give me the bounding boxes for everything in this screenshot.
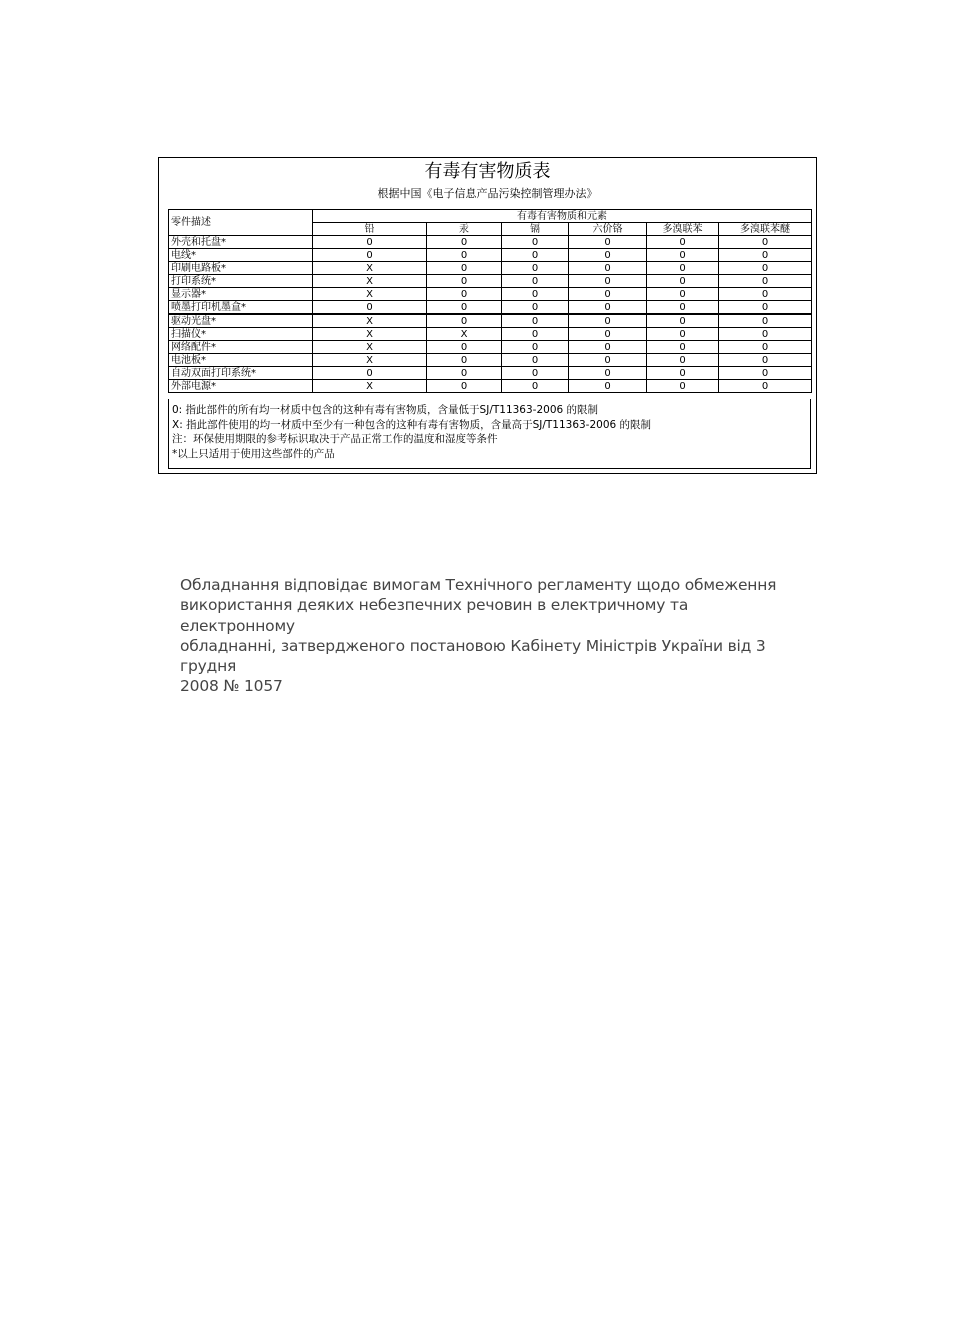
substance-value-cell: 0 (427, 354, 502, 367)
substance-value-cell: 0 (569, 367, 647, 380)
part-name-cell: 外壳和托盘* (169, 236, 313, 249)
substance-value-cell: 0 (719, 288, 812, 301)
table-row (169, 275, 812, 288)
substance-value-cell: X (313, 314, 427, 328)
substance-value-cell: 0 (647, 275, 719, 288)
substance-value-cell: 0 (313, 236, 427, 249)
substance-value-cell: 0 (427, 249, 502, 262)
part-name-cell: 喷墨打印机墨盒* (169, 301, 313, 315)
part-name-cell: 印刷电路板* (169, 262, 313, 275)
substance-header: 铅 (313, 223, 427, 236)
substance-value-cell: 0 (502, 354, 569, 367)
substance-value-cell: 0 (719, 262, 812, 275)
substance-header: 六价铬 (569, 223, 647, 236)
substance-value-cell: 0 (427, 314, 502, 328)
substance-value-cell: 0 (569, 236, 647, 249)
substance-value-cell: 0 (502, 314, 569, 328)
substance-value-cell: 0 (569, 354, 647, 367)
part-name-cell: 扫描仪* (169, 328, 313, 341)
substance-header: 汞 (427, 223, 502, 236)
table-row (169, 380, 812, 393)
table-row (169, 328, 812, 341)
substance-value-cell: 0 (719, 341, 812, 354)
part-name-cell: 自动双面打印系统* (169, 367, 313, 380)
note-line: 0: 指此部件的所有均一材质中包含的这种有毒有害物质，含量低于SJ/T11363-2006 的限制 (172, 404, 599, 416)
substance-value-cell: 0 (719, 367, 812, 380)
substance-value-cell: X (313, 288, 427, 301)
substance-value-cell: 0 (569, 275, 647, 288)
substance-value-cell: 0 (502, 380, 569, 393)
substance-value-cell: 0 (427, 262, 502, 275)
substance-value-cell: 0 (502, 328, 569, 341)
substance-value-cell: 0 (502, 341, 569, 354)
table-row (169, 354, 812, 367)
substance-value-cell: 0 (647, 301, 719, 315)
substance-value-cell: 0 (427, 380, 502, 393)
substance-value-cell: 0 (502, 262, 569, 275)
statement-line: Обладнання відповідає вимогам Технічного регламенту щодо обмеження (180, 576, 777, 594)
substance-value-cell: 0 (719, 275, 812, 288)
note-line: X: 指此部件使用的均一材质中至少有一种包含的这种有毒有害物质，含量高于SJ/T11363-2006 的限制 (172, 418, 652, 431)
substance-value-cell: 0 (647, 288, 719, 301)
statement-line: обладнанні, затвердженого постановою Кабінету Міністрів України від 3 грудня (180, 636, 766, 676)
table-notes (168, 399, 811, 469)
statement-line: 2008 № 1057 (180, 677, 283, 696)
substance-value-cell: 0 (502, 301, 569, 315)
table-subtitle: 根据中国《电子信息产品污染控制管理办法》 (377, 187, 598, 200)
substance-value-cell: 0 (502, 236, 569, 249)
substance-value-cell: 0 (647, 314, 719, 328)
substance-value-cell: 0 (719, 314, 812, 328)
part-name-cell: 电线* (169, 249, 313, 262)
substance-value-cell: 0 (502, 275, 569, 288)
substance-value-cell: 0 (569, 380, 647, 393)
substance-header: 多溴联苯 (647, 223, 719, 236)
substance-value-cell: 0 (719, 249, 812, 262)
substance-value-cell: 0 (569, 288, 647, 301)
substance-value-cell: 0 (647, 249, 719, 262)
substance-value-cell: 0 (427, 367, 502, 380)
table-body (169, 236, 812, 393)
substance-value-cell: X (313, 328, 427, 341)
substance-value-cell: 0 (569, 249, 647, 262)
table-row (169, 262, 812, 275)
table-row (169, 301, 812, 315)
substance-value-cell: 0 (647, 380, 719, 393)
substance-value-cell: 0 (569, 328, 647, 341)
substance-value-cell: 0 (502, 249, 569, 262)
substance-value-cell: 0 (427, 341, 502, 354)
substance-value-cell: 0 (427, 236, 502, 249)
substance-value-cell: 0 (719, 354, 812, 367)
part-name-cell: 显示器* (169, 288, 313, 301)
table-row (169, 288, 812, 301)
substance-value-cell: 0 (569, 301, 647, 315)
substance-value-cell: X (313, 341, 427, 354)
table-title: 有毒有害物质表 (424, 161, 551, 182)
substance-value-cell: 0 (569, 314, 647, 328)
ukrainian-compliance-statement (180, 575, 800, 697)
hazardous-substances-table-frame (158, 157, 817, 474)
part-name-cell: 外部电源* (169, 380, 313, 393)
table-row (169, 314, 812, 328)
substance-value-cell: X (313, 275, 427, 288)
statement-line: використання деяких небезпечних речовин в електричному та електронному (180, 596, 689, 635)
substance-value-cell: 0 (569, 341, 647, 354)
part-description-header: 零件描述 (169, 210, 313, 236)
substance-value-cell: X (313, 380, 427, 393)
substance-value-cell: 0 (719, 380, 812, 393)
substance-value-cell: 0 (313, 301, 427, 315)
substance-header: 镉 (502, 223, 569, 236)
substance-value-cell: 0 (502, 367, 569, 380)
substance-value-cell: 0 (647, 328, 719, 341)
substance-value-cell: 0 (502, 288, 569, 301)
substance-value-cell: 0 (647, 262, 719, 275)
substances-group-header: 有毒有害物质和元素 (313, 210, 812, 223)
substance-value-cell: X (427, 328, 502, 341)
table-row (169, 236, 812, 249)
table-row (169, 341, 812, 354)
substance-value-cell: 0 (719, 236, 812, 249)
substance-value-cell: X (313, 262, 427, 275)
part-name-cell: 打印系统* (169, 275, 313, 288)
part-name-cell: 网络配件* (169, 341, 313, 354)
substance-header: 多溴联苯醚 (719, 223, 812, 236)
substance-value-cell: 0 (719, 301, 812, 315)
substance-value-cell: 0 (569, 262, 647, 275)
substance-value-cell: 0 (647, 341, 719, 354)
substance-value-cell: 0 (647, 236, 719, 249)
part-name-cell: 驱动光盘* (169, 314, 313, 328)
substance-value-cell: 0 (313, 367, 427, 380)
table-row (169, 249, 812, 262)
substance-value-cell: 0 (313, 249, 427, 262)
substance-value-cell: 0 (719, 328, 812, 341)
substance-value-cell: 0 (427, 288, 502, 301)
note-line: 注：环保使用期限的参考标识取决于产品正常工作的温度和湿度等条件 (172, 433, 498, 446)
substance-value-cell: 0 (647, 367, 719, 380)
substance-value-cell: 0 (647, 354, 719, 367)
substance-value-cell: 0 (427, 275, 502, 288)
note-line: *以上只适用于使用这些部件的产品 (172, 447, 335, 460)
table-row (169, 367, 812, 380)
substance-value-cell: 0 (427, 301, 502, 315)
hazardous-substances-table (168, 209, 812, 393)
part-name-cell: 电池板* (169, 354, 313, 367)
substance-value-cell: X (313, 354, 427, 367)
